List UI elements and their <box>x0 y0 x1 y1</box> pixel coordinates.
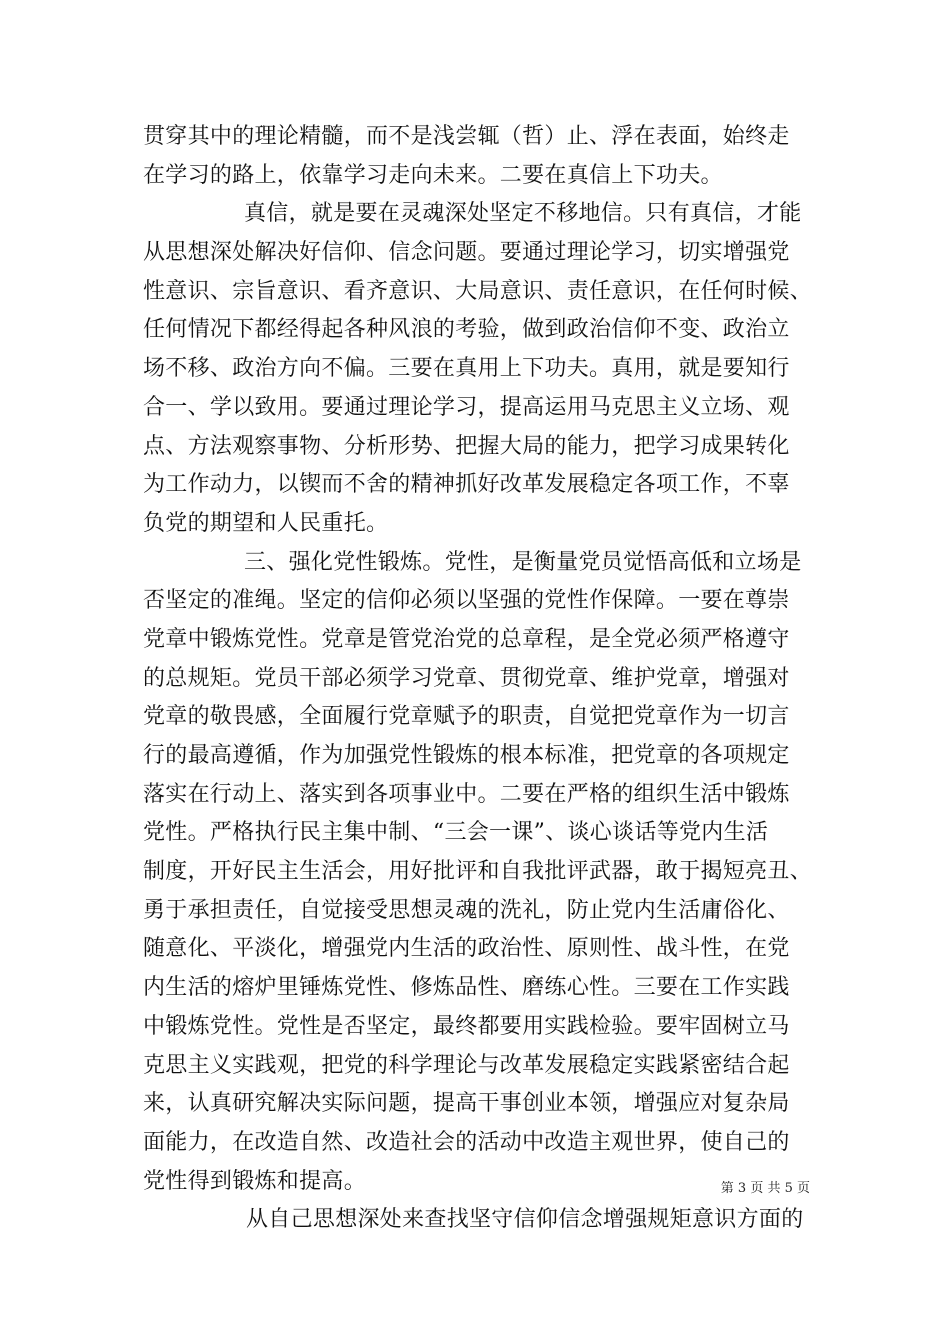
text-line: 否坚定的准绳。坚定的信仰必须以坚强的党性作保障。一要在尊崇 <box>143 588 790 614</box>
text-line: 点、方法观察事物、分析形势、把握大局的能力，把学习成果转化 <box>143 433 790 459</box>
paragraph-start-line: 从自己思想深处来查找坚守信仰信念增强规矩意识方面的 <box>246 1207 804 1233</box>
text-line: 制度，开好民主生活会，用好批评和自我批评武器，敢于揭短亮丑、 <box>143 859 813 885</box>
text-line: 合一、学以致用。要通过理论学习，提高运用马克思主义立场、观 <box>143 394 790 420</box>
text-line: 的总规矩。党员干部必须学习党章、贯彻党章、维护党章，增强对 <box>143 665 790 691</box>
text-line: 克思主义实践观，把党的科学理论与改革发展稳定实践紧密结合起 <box>143 1052 790 1078</box>
text-line: 党性。严格执行民主集中制、“三会一课”、谈心谈话等党内生活 <box>143 820 769 846</box>
text-line: 在学习的路上，依靠学习走向未来。二要在真信上下功夫。 <box>143 162 723 188</box>
text-line: 来，认真研究解决实际问题，提高干事创业本领，增强应对复杂局 <box>143 1091 790 1117</box>
text-line: 负党的期望和人民重托。 <box>143 510 389 536</box>
text-line: 落实在行动上、落实到各项事业中。二要在严格的组织生活中锻炼 <box>143 781 790 807</box>
text-line: 为工作动力，以锲而不舍的精神抓好改革发展稳定各项工作，不辜 <box>143 472 790 498</box>
text-line: 中锻炼党性。党性是否坚定，最终都要用实践检验。要牢固树立马 <box>143 1013 790 1039</box>
text-line: 场不移、政治方向不偏。三要在真用上下功夫。真用，就是要知行 <box>143 356 790 382</box>
text-line: 党性得到锻炼和提高。 <box>143 1168 367 1194</box>
text-line: 党章中锻炼党性。党章是管党治党的总章程，是全党必须严格遵守 <box>143 626 790 652</box>
text-line: 贯穿其中的理论精髓，而不是浅尝辄（哲）止、浮在表面，始终走 <box>143 124 790 149</box>
text-line: 行的最高遵循，作为加强党性锻炼的根本标准，把党章的各项规定 <box>143 743 790 768</box>
text-line: 从思想深处解决好信仰、信念问题。要通过理论学习，切实增强党 <box>143 240 790 266</box>
text-line: 党章的敬畏感，全面履行党章赋予的职责，自觉把党章作为一切言 <box>143 704 790 730</box>
page-number-footer: 第 3 页 共 5 页 <box>720 1181 810 1196</box>
text-line: 内生活的熔炉里锤炼党性、修炼品性、磨练心性。三要在工作实践 <box>143 975 790 1001</box>
paragraph-start-line: 真信，就是要在灵魂深处坚定不移地信。只有真信，才能 <box>244 201 802 227</box>
text-line: 性意识、宗旨意识、看齐意识、大局意识、责任意识，在任何时候、 <box>143 278 813 304</box>
text-line: 随意化、平淡化，增强党内生活的政治性、原则性、战斗性，在党 <box>143 936 790 962</box>
text-line: 勇于承担责任，自觉接受思想灵魂的洗礼，防止党内生活庸俗化、 <box>143 897 790 923</box>
body-text <box>143 118 813 1240</box>
text-line: 面能力，在改造自然、改造社会的活动中改造主观世界，使自己的 <box>143 1129 790 1155</box>
section-heading-line: 三、强化党性锻炼。党性，是衡量党员觉悟高低和立场是 <box>244 549 802 575</box>
text-line: 任何情况下都经得起各种风浪的考验，做到政治信仰不变、政治立 <box>143 317 790 343</box>
